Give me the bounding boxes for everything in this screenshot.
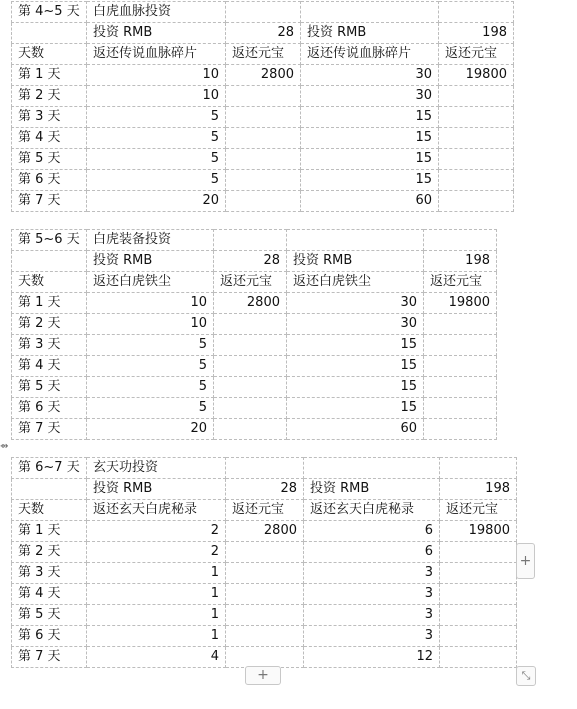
invest-label-cell[interactable]: 投资 RMB xyxy=(301,23,439,44)
table-cell[interactable]: 15 xyxy=(301,107,439,128)
day-cell[interactable]: 第 1 天 xyxy=(12,65,87,86)
table-cell[interactable] xyxy=(226,107,301,128)
table-cell[interactable]: 6 xyxy=(304,521,440,542)
table-cell[interactable]: 1 xyxy=(87,626,226,647)
add-column-button[interactable] xyxy=(516,543,535,579)
resize-handle-button[interactable] xyxy=(516,666,536,686)
table-cell[interactable]: 10 xyxy=(87,65,226,86)
table-cell[interactable]: 15 xyxy=(287,377,424,398)
table-cell[interactable]: 60 xyxy=(287,419,424,440)
period-cell[interactable]: 第 6~7 天 xyxy=(12,458,87,479)
table-cell[interactable]: 6 xyxy=(304,542,440,563)
day-cell[interactable]: 第 2 天 xyxy=(12,314,87,335)
table-cell[interactable] xyxy=(214,230,287,251)
invest-amount-cell[interactable]: 28 xyxy=(226,23,301,44)
day-cell[interactable]: 第 3 天 xyxy=(12,563,87,584)
table-cell[interactable]: 5 xyxy=(87,398,214,419)
table-cell[interactable]: 3 xyxy=(304,584,440,605)
table-cell[interactable]: 5 xyxy=(87,107,226,128)
table-cell[interactable]: 3 xyxy=(304,605,440,626)
table-cell[interactable]: 19800 xyxy=(424,293,497,314)
table-cell[interactable] xyxy=(226,563,304,584)
table-cell[interactable]: 30 xyxy=(301,65,439,86)
table-row xyxy=(12,563,517,584)
table-row xyxy=(12,458,517,479)
table-cell[interactable] xyxy=(214,377,287,398)
table-row xyxy=(12,107,514,128)
table-cell[interactable]: 15 xyxy=(287,398,424,419)
table-cell[interactable] xyxy=(424,377,497,398)
table-cell[interactable] xyxy=(424,398,497,419)
period-cell[interactable]: 第 5~6 天 xyxy=(12,230,87,251)
table-cell[interactable] xyxy=(440,458,517,479)
day-cell[interactable]: 第 6 天 xyxy=(12,398,87,419)
table-cell[interactable]: 10 xyxy=(87,86,226,107)
table-row xyxy=(12,149,514,170)
table-cell[interactable] xyxy=(440,563,517,584)
table-row xyxy=(12,191,514,212)
day-cell[interactable]: 第 5 天 xyxy=(12,149,87,170)
day-cell[interactable]: 第 7 天 xyxy=(12,419,87,440)
table-cell[interactable]: 12 xyxy=(304,647,440,668)
day-cell[interactable]: 第 4 天 xyxy=(12,584,87,605)
header-cell[interactable]: 返还传说血脉碎片 xyxy=(301,44,439,65)
table-cell[interactable] xyxy=(439,128,514,149)
add-row-button[interactable] xyxy=(245,666,281,685)
table-cell[interactable] xyxy=(12,23,87,44)
table-row xyxy=(12,293,497,314)
table-cell[interactable]: 5 xyxy=(87,356,214,377)
table-cell[interactable] xyxy=(12,479,87,500)
table-cell[interactable]: 15 xyxy=(301,170,439,191)
table-row xyxy=(12,377,497,398)
table-cell[interactable] xyxy=(424,314,497,335)
table-row xyxy=(12,419,497,440)
table-row xyxy=(12,335,497,356)
invest-amount-cell[interactable]: 198 xyxy=(440,479,517,500)
table-cell[interactable]: 2800 xyxy=(214,293,287,314)
day-cell[interactable]: 第 5 天 xyxy=(12,605,87,626)
invest-amount-cell[interactable]: 28 xyxy=(214,251,287,272)
resize-icon: ⤡ xyxy=(521,669,531,682)
table-cell[interactable] xyxy=(440,542,517,563)
header-cell[interactable]: 返还元宝 xyxy=(440,500,517,521)
table-row xyxy=(12,398,497,419)
table-cell[interactable] xyxy=(440,584,517,605)
header-cell[interactable]: 返还元宝 xyxy=(226,500,304,521)
header-row xyxy=(12,272,497,293)
table-cell[interactable] xyxy=(440,626,517,647)
table-row xyxy=(12,521,517,542)
table-cell[interactable] xyxy=(439,191,514,212)
day-cell[interactable]: 第 6 天 xyxy=(12,170,87,191)
table-cell[interactable] xyxy=(214,398,287,419)
table-cell[interactable] xyxy=(304,458,440,479)
header-cell[interactable]: 天数 xyxy=(12,272,87,293)
table-cell[interactable]: 10 xyxy=(87,293,214,314)
header-cell[interactable]: 返还元宝 xyxy=(439,44,514,65)
header-cell[interactable]: 返还传说血脉碎片 xyxy=(87,44,226,65)
table-row xyxy=(12,605,517,626)
table-cell[interactable]: 30 xyxy=(301,86,439,107)
table-row xyxy=(12,128,514,149)
table-cell[interactable]: 1 xyxy=(87,563,226,584)
table-row xyxy=(12,584,517,605)
table-cell[interactable]: 15 xyxy=(287,335,424,356)
day-cell[interactable]: 第 7 天 xyxy=(12,191,87,212)
plus-icon: + xyxy=(519,553,532,569)
table-cell[interactable] xyxy=(226,86,301,107)
table-cell[interactable]: 19800 xyxy=(440,521,517,542)
header-cell[interactable]: 返还元宝 xyxy=(424,272,497,293)
table-cell[interactable] xyxy=(214,335,287,356)
day-cell[interactable]: 第 2 天 xyxy=(12,542,87,563)
table-cell[interactable] xyxy=(424,230,497,251)
table-cell[interactable]: 3 xyxy=(304,626,440,647)
table-cell[interactable] xyxy=(226,128,301,149)
day-cell[interactable]: 第 1 天 xyxy=(12,521,87,542)
header-cell[interactable]: 返还元宝 xyxy=(214,272,287,293)
table-row xyxy=(12,647,517,668)
table-cell[interactable] xyxy=(214,314,287,335)
table-cell[interactable]: 20 xyxy=(87,191,226,212)
table-cell[interactable]: 2 xyxy=(87,521,226,542)
table-cell[interactable]: 5 xyxy=(87,170,226,191)
table-row xyxy=(12,479,517,500)
invest-label-cell[interactable]: 投资 RMB xyxy=(87,479,226,500)
table-cell[interactable] xyxy=(439,149,514,170)
table-cell[interactable] xyxy=(439,2,514,23)
table-cell[interactable]: 15 xyxy=(301,128,439,149)
invest-amount-cell[interactable]: 28 xyxy=(226,479,304,500)
table-cell[interactable] xyxy=(439,107,514,128)
table-cell[interactable]: 19800 xyxy=(439,65,514,86)
table-cell[interactable]: 5 xyxy=(87,149,226,170)
day-cell[interactable]: 第 3 天 xyxy=(12,335,87,356)
row-handle-icon[interactable]: ⇴ xyxy=(0,441,9,452)
table-cell[interactable] xyxy=(226,458,304,479)
table-cell[interactable]: 5 xyxy=(87,377,214,398)
table-cell[interactable] xyxy=(440,605,517,626)
table-cell[interactable] xyxy=(226,170,301,191)
header-cell[interactable]: 返还玄天白虎秘录 xyxy=(304,500,440,521)
title-cell[interactable]: 白虎血脉投资 xyxy=(87,2,226,23)
table-row xyxy=(12,2,514,23)
invest-label-cell[interactable]: 投资 RMB xyxy=(87,251,214,272)
title-cell[interactable]: 玄天功投资 xyxy=(87,458,226,479)
table-cell[interactable] xyxy=(12,251,87,272)
table-row xyxy=(12,65,514,86)
table-cell[interactable]: 3 xyxy=(304,563,440,584)
header-cell[interactable]: 天数 xyxy=(12,44,87,65)
table-cell[interactable] xyxy=(439,86,514,107)
table-cell[interactable] xyxy=(439,170,514,191)
table-cell[interactable] xyxy=(424,356,497,377)
header-cell[interactable]: 返还元宝 xyxy=(226,44,301,65)
header-row xyxy=(12,500,517,521)
table-cell[interactable]: 5 xyxy=(87,335,214,356)
table-row xyxy=(12,626,517,647)
invest-label-cell[interactable]: 投资 RMB xyxy=(287,251,424,272)
table-cell[interactable]: 1 xyxy=(87,605,226,626)
day-cell[interactable]: 第 3 天 xyxy=(12,107,87,128)
table-cell[interactable]: 2800 xyxy=(226,521,304,542)
table-cell[interactable] xyxy=(226,647,304,668)
header-cell[interactable]: 返还白虎铁尘 xyxy=(287,272,424,293)
invest-amount-cell[interactable]: 198 xyxy=(424,251,497,272)
table-cell[interactable]: 1 xyxy=(87,584,226,605)
day-cell[interactable]: 第 4 天 xyxy=(12,356,87,377)
table-row xyxy=(12,23,514,44)
day-cell[interactable]: 第 6 天 xyxy=(12,626,87,647)
table-cell[interactable] xyxy=(214,419,287,440)
table-row xyxy=(12,251,497,272)
table-cell[interactable]: 15 xyxy=(287,356,424,377)
table-cell[interactable] xyxy=(226,149,301,170)
day-cell[interactable]: 第 4 天 xyxy=(12,128,87,149)
table-row xyxy=(12,86,514,107)
table-row xyxy=(12,170,514,191)
header-cell[interactable]: 返还玄天白虎秘录 xyxy=(87,500,226,521)
table-cell[interactable] xyxy=(440,647,517,668)
table-cell[interactable]: 2800 xyxy=(226,65,301,86)
table-cell[interactable]: 20 xyxy=(87,419,214,440)
table-cell[interactable]: 4 xyxy=(87,647,226,668)
plus-icon: + xyxy=(257,667,269,683)
header-cell[interactable]: 返还白虎铁尘 xyxy=(87,272,214,293)
table-row xyxy=(12,356,497,377)
table-row xyxy=(12,230,497,251)
table-cell[interactable] xyxy=(226,605,304,626)
table-cell[interactable] xyxy=(424,335,497,356)
table-cell[interactable] xyxy=(226,542,304,563)
day-cell[interactable]: 第 7 天 xyxy=(12,647,87,668)
header-cell[interactable]: 天数 xyxy=(12,500,87,521)
table-cell[interactable] xyxy=(214,356,287,377)
table-cell[interactable] xyxy=(226,2,301,23)
table-cell[interactable]: 30 xyxy=(287,314,424,335)
day-cell[interactable]: 第 2 天 xyxy=(12,86,87,107)
table-cell[interactable] xyxy=(226,626,304,647)
investment-table-3 xyxy=(11,457,517,668)
table-row xyxy=(12,542,517,563)
invest-label-cell[interactable]: 投资 RMB xyxy=(87,23,226,44)
table-cell[interactable]: 2 xyxy=(87,542,226,563)
table-cell[interactable]: 5 xyxy=(87,128,226,149)
table-row xyxy=(12,314,497,335)
day-cell[interactable]: 第 5 天 xyxy=(12,377,87,398)
investment-table-2 xyxy=(11,229,497,440)
table-cell[interactable]: 10 xyxy=(87,314,214,335)
table-cell[interactable] xyxy=(424,419,497,440)
header-row xyxy=(12,44,514,65)
table-cell[interactable]: 60 xyxy=(301,191,439,212)
investment-table-1 xyxy=(11,1,514,212)
title-cell[interactable]: 白虎装备投资 xyxy=(87,230,214,251)
table-cell[interactable] xyxy=(226,191,301,212)
table-cell[interactable] xyxy=(301,2,439,23)
invest-label-cell[interactable]: 投资 RMB xyxy=(304,479,440,500)
day-cell[interactable]: 第 1 天 xyxy=(12,293,87,314)
period-cell[interactable]: 第 4~5 天 xyxy=(12,2,87,23)
table-cell[interactable]: 30 xyxy=(287,293,424,314)
table-cell[interactable] xyxy=(287,230,424,251)
table-cell[interactable]: 15 xyxy=(301,149,439,170)
table-cell[interactable] xyxy=(226,584,304,605)
invest-amount-cell[interactable]: 198 xyxy=(439,23,514,44)
